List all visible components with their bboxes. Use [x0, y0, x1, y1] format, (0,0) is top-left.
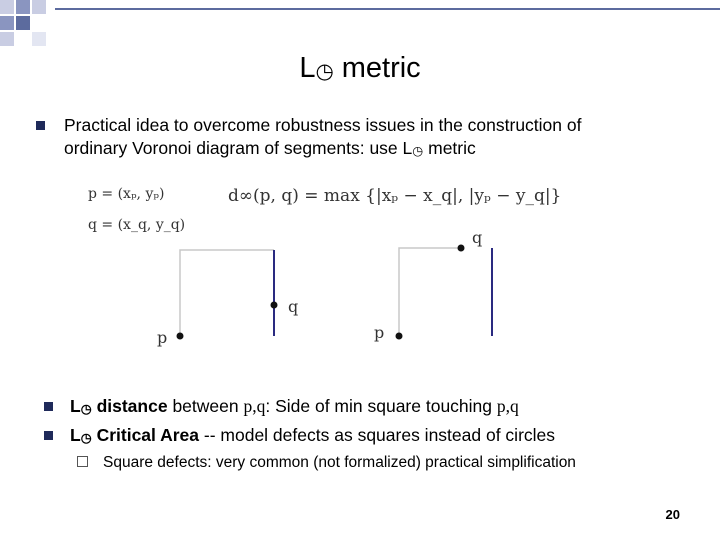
infinity-symbol-icon: ◷: [80, 431, 92, 445]
square-outline: [399, 248, 461, 336]
infinity-symbol-icon: ◷: [412, 144, 424, 158]
diagram-1: [177, 250, 278, 340]
bullet-text-1: Practical idea to overcome robustness issues in the construction of ordinary Voronoi diagram of segments: use L◷ metric: [64, 115, 582, 158]
q-definition: q = (x_q, y_q): [88, 217, 186, 233]
diagram-2-q-label: q: [472, 228, 483, 247]
infinity-symbol-icon: ◷: [315, 60, 334, 83]
point-p: [396, 333, 403, 340]
bullet-text-2: L◷ distance between p,q: Side of min square touching p,q: [70, 396, 519, 416]
point-q: [271, 302, 278, 309]
diagram-1-p-label: p: [157, 328, 168, 347]
page-number: 20: [665, 507, 680, 522]
infinity-symbol-icon: ◷: [80, 402, 92, 416]
p-definition: p = (xₚ, yₚ): [88, 186, 165, 202]
diagram-1-q-label: q: [288, 297, 299, 316]
square-outline: [180, 250, 274, 336]
distance-formula: d∞(p, q) = max {|xₚ − x_q|, |yₚ − y_q|}: [228, 186, 562, 206]
point-q: [458, 245, 465, 252]
bullet-marker: [44, 431, 53, 440]
bullet-text-3: L◷ Critical Area -- model defects as squares instead of circles: [70, 425, 556, 445]
slide-title: L◷ metric: [299, 52, 421, 84]
sub-bullet-marker: [77, 456, 88, 467]
bullet-marker: [44, 402, 53, 411]
point-p: [177, 333, 184, 340]
sub-bullet-text: Square defects: very common (not formalized) practical simplification: [103, 454, 576, 471]
diagram-2-p-label: p: [374, 323, 385, 342]
diagram-2: [396, 245, 493, 340]
